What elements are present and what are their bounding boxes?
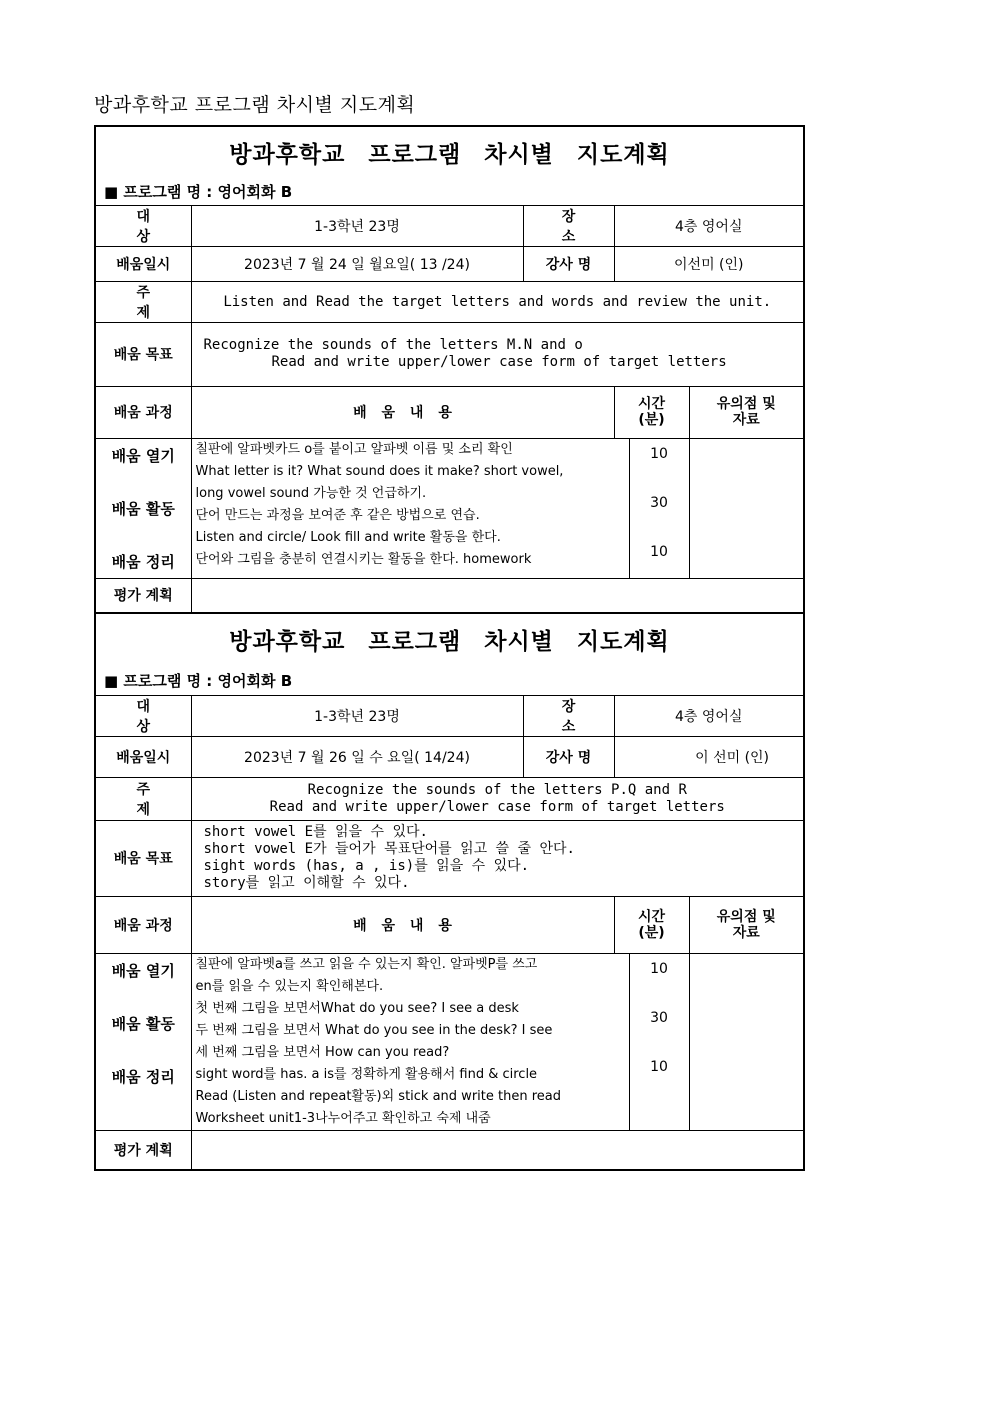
lesson-plan-table-2 xyxy=(94,612,805,1171)
topic-value xyxy=(191,281,804,322)
content-line: 세 번째 그림을 보면서 How can you read? xyxy=(195,1044,450,1060)
eval-value xyxy=(191,578,804,613)
place-label: 장 소 xyxy=(523,695,614,736)
content-line: Worksheet unit1-3나누어주고 확인하고 숙제 내줌 xyxy=(195,1110,491,1126)
stage-activity: 배움 활동 xyxy=(111,1014,175,1033)
goal-label: 배움 목표 xyxy=(95,820,191,896)
goal-line: Read and write upper/lower case form of target letters xyxy=(271,354,727,370)
content-line: 단어와 그림을 충분히 연결시키는 활동을 한다. homework xyxy=(195,551,532,567)
time-label-line: 시간 xyxy=(637,396,666,412)
notes-label-line: 유의점 및 xyxy=(716,908,776,925)
goal-line: short vowel E가 들어가 목표단어를 읽고 쓸 줄 안다. xyxy=(203,841,575,857)
eval-label: 평가 계획 xyxy=(95,578,191,613)
goal-label: 배움 목표 xyxy=(95,322,191,386)
topic-line: Read and write upper/lower case form of target letters xyxy=(269,798,725,815)
date-label: 배움일시 xyxy=(95,246,191,281)
goal-value xyxy=(191,820,804,896)
time-label xyxy=(614,386,689,438)
content-line: 칠판에 알파벳a를 쓰고 읽을 수 있는지 확인. 알파벳P를 쓰고 xyxy=(195,956,538,972)
program-name: ■ 프로그램 명 : 영어회화 B xyxy=(104,182,293,201)
time-value: 10 xyxy=(650,445,668,462)
notes-value xyxy=(689,953,804,1130)
lesson-content xyxy=(191,953,629,1130)
stage-opening: 배움 열기 xyxy=(111,961,175,980)
notes-label xyxy=(689,386,804,438)
goal-line: Recognize the sounds of the letters M.N and o xyxy=(203,337,583,353)
topic-line: Listen and Read the target letters and words and review the unit. xyxy=(223,293,772,310)
content-line: long vowel sound 가능한 것 언급하기. xyxy=(195,485,427,501)
notes-label-line: 유의점 및 xyxy=(716,396,776,412)
content-line: sight word를 has. a is를 정확하게 활용해서 find & circle xyxy=(195,1066,538,1082)
process-label: 배움 과정 xyxy=(95,386,191,438)
target-value: 1-3학년 23명 xyxy=(191,205,523,246)
content-line: What letter is it? What sound does it make? short vowel, xyxy=(195,463,564,479)
topic-value xyxy=(191,777,804,820)
place-value: 4층 영어실 xyxy=(614,205,804,246)
time-values xyxy=(629,438,689,578)
date-label: 배움일시 xyxy=(95,736,191,777)
program-name: ■ 프로그램 명 : 영어회화 B xyxy=(104,672,293,691)
content-line: 두 번째 그림을 보면서 What do you see in the desk? I see xyxy=(195,1022,553,1038)
time-value: 10 xyxy=(650,960,668,977)
stage-labels xyxy=(95,438,191,578)
topic-label: 주 제 xyxy=(95,281,191,322)
stage-closing: 배움 정리 xyxy=(111,552,175,571)
lesson-plan-table-1 xyxy=(94,125,805,614)
notes-value xyxy=(689,438,804,578)
stage-activity: 배움 활동 xyxy=(111,499,175,518)
eval-value xyxy=(191,1130,804,1170)
time-label-line: (분) xyxy=(638,924,665,941)
time-label xyxy=(614,896,689,953)
place-value: 4층 영어실 xyxy=(614,695,804,736)
content-line: Listen and circle/ Look fill and write 활동을 한다. xyxy=(195,529,501,545)
goal-line: sight words (has, a , is)를 읽을 수 있다. xyxy=(203,858,530,874)
process-label: 배움 과정 xyxy=(95,896,191,953)
goal-line: short vowel E를 읽을 수 있다. xyxy=(203,824,428,840)
teacher-value: 이선미 (인) xyxy=(614,246,804,281)
notes-label xyxy=(689,896,804,953)
page-heading: 방과후학교 프로그램 차시별 지도계획 xyxy=(94,94,416,116)
target-value: 1-3학년 23명 xyxy=(191,695,523,736)
notes-label-line: 자료 xyxy=(732,412,760,428)
teacher-label: 강사 명 xyxy=(523,246,614,281)
goal-line: story를 읽고 이해할 수 있다. xyxy=(203,875,410,891)
date-value: 2023년 7 월 24 일 월요일( 13 /24) xyxy=(191,246,523,281)
content-label: 배 움 내 용 xyxy=(191,386,614,438)
content-line: 첫 번째 그림을 보면서What do you see? I see a desk xyxy=(195,1000,519,1016)
goal-value xyxy=(191,322,804,386)
time-label-line: 시간 xyxy=(637,908,666,925)
topic-line: Recognize the sounds of the letters P.Q and R xyxy=(307,781,687,798)
teacher-label: 강사 명 xyxy=(523,736,614,777)
stage-closing: 배움 정리 xyxy=(111,1067,175,1086)
plan-title: 방과후학교 프로그램 차시별 지도계획 xyxy=(229,141,670,168)
stage-opening: 배움 열기 xyxy=(111,446,175,465)
plan-title: 방과후학교 프로그램 차시별 지도계획 xyxy=(229,629,670,656)
content-line: 단어 만드는 과정을 보여준 후 같은 방법으로 연습. xyxy=(195,507,480,523)
notes-label-line: 자료 xyxy=(732,924,760,941)
content-line: en를 읽을 수 있는지 확인해본다. xyxy=(195,978,384,994)
place-label: 장 소 xyxy=(523,205,614,246)
teacher-value: 이 선미 (인) xyxy=(614,736,804,777)
content-line: 칠판에 알파벳카드 o를 붙이고 알파벳 이름 및 소리 확인 xyxy=(195,441,513,457)
time-value: 10 xyxy=(650,1058,668,1075)
target-label: 대 상 xyxy=(95,695,191,736)
time-value: 30 xyxy=(650,1009,668,1026)
plan-header xyxy=(95,126,804,205)
topic-label: 주 제 xyxy=(95,777,191,820)
lesson-content xyxy=(191,438,629,578)
stage-labels xyxy=(95,953,191,1130)
content-line: Read (Listen and repeat활동)외 stick and write then read xyxy=(195,1088,561,1104)
date-value: 2023년 7 월 26 일 수 요일( 14/24) xyxy=(191,736,523,777)
time-values xyxy=(629,953,689,1130)
target-label: 대 상 xyxy=(95,205,191,246)
plan-header xyxy=(95,613,804,695)
time-value: 30 xyxy=(650,494,668,511)
content-label: 배 움 내 용 xyxy=(191,896,614,953)
time-value: 10 xyxy=(650,543,668,560)
eval-label: 평가 계획 xyxy=(95,1130,191,1170)
time-label-line: (분) xyxy=(638,412,665,428)
